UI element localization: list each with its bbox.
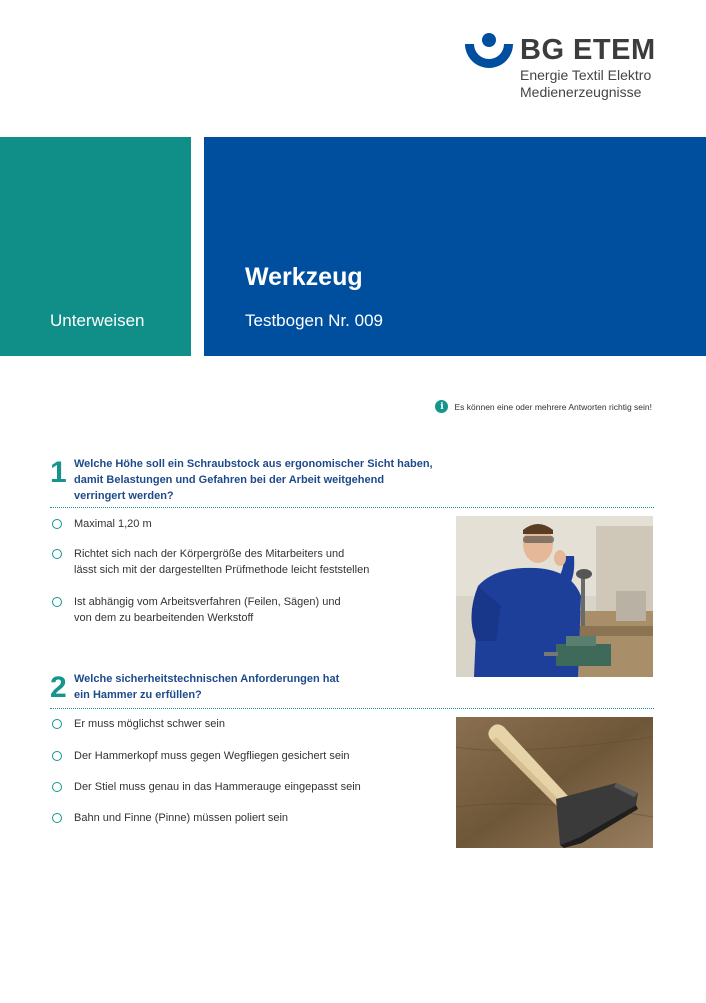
question-text-line: Welche Höhe soll ein Schraubstock aus ergonomischer Sicht haben, — [74, 458, 433, 470]
logo — [464, 30, 664, 100]
logo-subtitle-line-1: Energie Textil Elektro — [520, 67, 652, 83]
answer-text — [74, 779, 361, 795]
question-divider — [50, 507, 654, 508]
answer-option[interactable] — [52, 546, 369, 578]
answer-option[interactable] — [52, 748, 350, 764]
logo-title: BG ETEM — [520, 34, 656, 66]
answer-text-line: Der Stiel muss genau in das Hammerauge eingepasst sein — [74, 781, 361, 793]
question-text-line: damit Belastungen und Gefahren bei der Arbeit weitgehend — [74, 474, 385, 486]
answer-checkbox[interactable] — [52, 751, 62, 761]
title-banner — [204, 137, 706, 356]
answer-text-line: von dem zu bearbeitenden Werkstoff — [74, 612, 254, 624]
answer-text — [74, 546, 369, 578]
hammer-photo — [456, 717, 653, 848]
test-sheet-number: Testbogen Nr. 009 — [245, 311, 383, 330]
answer-text-line: Richtet sich nach der Körpergröße des Mitarbeiters und — [74, 548, 345, 560]
answer-text-line: Ist abhängig vom Arbeitsverfahren (Feilen, Sägen) und — [74, 596, 341, 608]
answer-text-line: Der Hammerkopf muss gegen Wegfliegen gesichert sein — [74, 750, 350, 762]
answer-option[interactable] — [52, 594, 341, 626]
answer-text — [74, 810, 288, 826]
answer-option[interactable] — [52, 516, 152, 532]
question-text-line: verringert werden? — [74, 490, 174, 502]
logo-subtitle-line-2: Medienerzeugnisse — [520, 84, 642, 100]
worker-at-vise-photo — [456, 516, 653, 677]
answer-text — [74, 716, 225, 732]
question-text-line: Welche sicherheitstechnischen Anforderungen hat — [74, 673, 340, 685]
answer-text-line: Er muss möglichst schwer sein — [74, 718, 225, 730]
question-divider — [50, 708, 654, 709]
answer-checkbox[interactable] — [52, 813, 62, 823]
category-label: Unterweisen — [50, 311, 145, 330]
question-text — [74, 671, 339, 703]
answer-option[interactable] — [52, 779, 361, 795]
question-text — [74, 456, 433, 504]
answer-checkbox[interactable] — [52, 519, 62, 529]
info-icon: i — [435, 400, 448, 413]
question-1 — [50, 456, 654, 510]
answer-option[interactable] — [52, 810, 288, 826]
answer-text-line: Bahn und Finne (Pinne) müssen poliert sein — [74, 812, 289, 824]
category-banner — [0, 137, 191, 356]
answer-checkbox[interactable] — [52, 597, 62, 607]
answer-text — [74, 594, 341, 626]
question-number: 1 — [50, 456, 67, 489]
answer-text-line: lässt sich mit der dargestellten Prüfmethode leicht feststellen — [74, 564, 370, 576]
answer-text-line: Maximal 1,20 m — [74, 518, 152, 530]
answer-checkbox[interactable] — [52, 782, 62, 792]
question-text-line: ein Hammer zu erfüllen? — [74, 689, 202, 701]
answer-text — [74, 748, 350, 764]
page-title: Werkzeug — [245, 263, 363, 291]
info-note — [435, 400, 652, 413]
info-text: Es können eine oder mehrere Antworten richtig sein! — [454, 401, 652, 412]
question-2 — [50, 671, 654, 709]
bg-etem-logo-mark-icon — [464, 32, 514, 68]
question-number: 2 — [50, 671, 67, 704]
answer-option[interactable] — [52, 716, 225, 732]
answer-checkbox[interactable] — [52, 719, 62, 729]
answer-text — [74, 516, 152, 532]
answer-checkbox[interactable] — [52, 549, 62, 559]
